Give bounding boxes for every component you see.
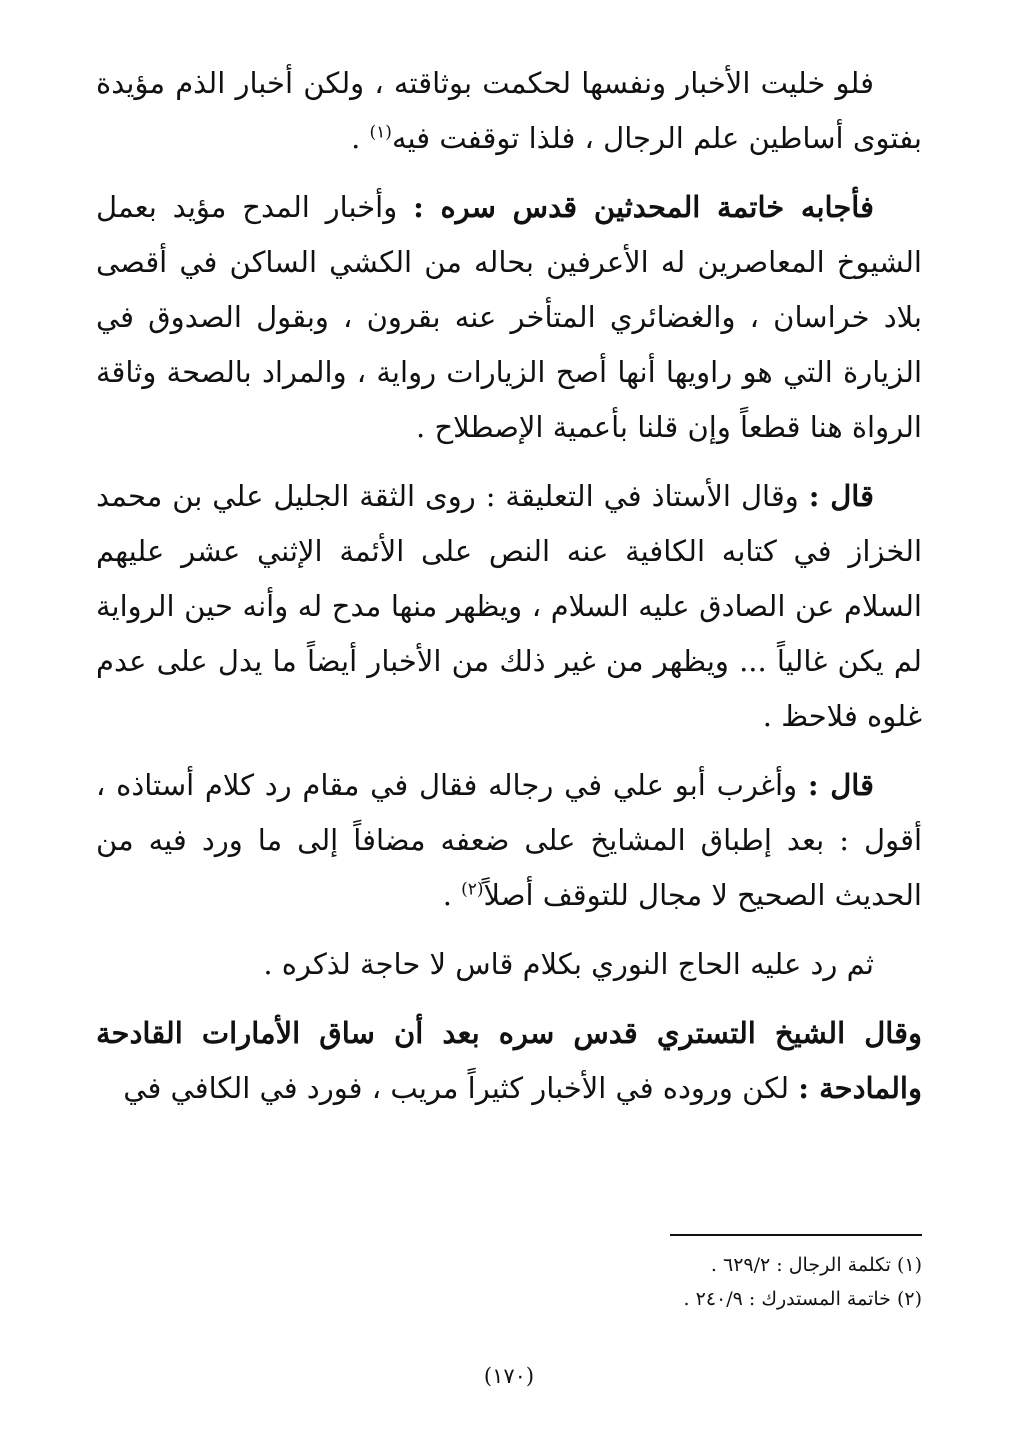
paragraph-6 bbox=[96, 1006, 922, 1116]
paragraph-text: ثم رد عليه الحاج النوري بكلام قاس لا حاجة لذكره . bbox=[263, 947, 874, 981]
paragraph-lead: قال : bbox=[808, 479, 874, 513]
paragraph-lead: قال : bbox=[807, 768, 874, 802]
paragraph-4 bbox=[96, 758, 922, 923]
footnote-1: (١) تكلمة الرجال : ٦٢٩/٢ . bbox=[710, 1254, 922, 1276]
paragraph-3 bbox=[96, 469, 922, 744]
footnote-ref-2[interactable]: (٢) bbox=[461, 879, 484, 900]
page-number: (١٧٠) bbox=[483, 1364, 535, 1388]
paragraph-5 bbox=[96, 937, 922, 992]
footnotes bbox=[96, 1234, 922, 1316]
paragraph-lead: فأجابه خاتمة المحدثين قدس سره : bbox=[413, 190, 874, 224]
paragraph-tail: . bbox=[351, 121, 370, 155]
footnote-2: (٢) خاتمة المستدرك : ٢٤٠/٩ . bbox=[683, 1288, 922, 1310]
paragraph-text: لكن وروده في الأخبار كثيراً مريب ، فورد في الكافي في bbox=[123, 1071, 799, 1105]
paragraph-lead: وقال الشيخ التستري قدس سره بعد أن ساق الأمارات القادحة والمادحة : bbox=[96, 1016, 922, 1105]
paragraph-text: فلو خليت الأخبار ونفسها لحكمت بوثاقته ، ولكن أخبار الذم مؤيدة بفتوى أساطين علم الرجال ، فلذا توقفت فيه bbox=[96, 66, 922, 155]
paragraph-text: وأغرب أبو علي في رجاله فقال في مقام رد كلام أستاذه ، أقول : بعد إطباق المشايخ على ضعفه مضافاً إلى ما ورد فيه من الحديث الصحيح لا مجال للتوقف أصلاً bbox=[96, 768, 922, 912]
page-body bbox=[96, 56, 922, 1116]
paragraph-text: وأخبار المدح مؤيد بعمل الشيوخ المعاصرين له الأعرفين بحاله من الكشي الساكن في أقصى بلاد خراسان ، والغضائري المتأخر عنه بقرون ، وبقول الصدوق في الزيارة التي هو راويها أنها أصح الزيارات رواية ، والمراد بالصحة وثاقة الرواة هنا قطعاً وإن قلنا بأعمية الإصطلاح . bbox=[96, 190, 922, 444]
paragraph-1 bbox=[96, 56, 922, 166]
paragraph-tail: . bbox=[442, 878, 462, 912]
paragraph-2 bbox=[96, 180, 922, 455]
footnote-ref-1[interactable]: (١) bbox=[369, 122, 392, 143]
footnote-divider bbox=[670, 1234, 922, 1236]
paragraph-text: وقال الأستاذ في التعليقة : روى الثقة الجليل علي بن محمد الخزاز في كتابه الكافية عنه النص على الأئمة الإثني عشر عليهم السلام عن الصادق عليه السلام ، ويظهر منها مدح له وأنه حين الرواية لم يكن غالياً ... ويظهر من غير ذلك من الأخبار أيضاً ما يدل على عدم غلوه فلاحظ . bbox=[96, 479, 922, 733]
